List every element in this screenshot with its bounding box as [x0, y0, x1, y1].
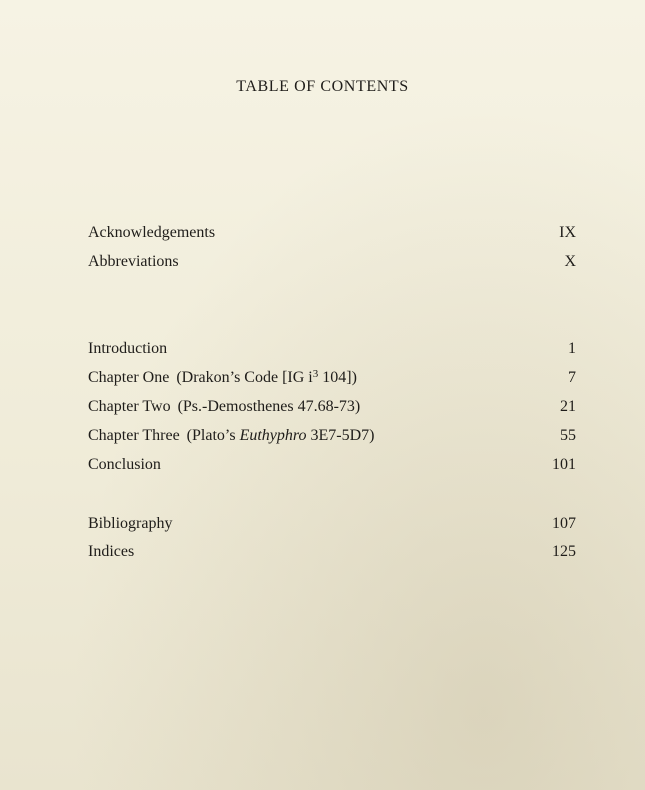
toc-entry-bibliography [88, 513, 576, 535]
toc-entry-page: 7 [568, 369, 576, 386]
toc-entry-label: Conclusion [88, 456, 161, 473]
toc-entry-indices [88, 541, 576, 563]
toc-entry-chapter-three [88, 425, 576, 447]
subtitle-text: (Drakon’s Code [IG i [176, 369, 313, 386]
subtitle-italic-title: Euthyphro [239, 427, 307, 444]
toc-entry-introduction [88, 338, 576, 360]
toc-entry-page: IX [559, 224, 576, 241]
toc-entry-label: Introduction [88, 340, 168, 357]
subtitle-text: 3E7-5D7) [306, 427, 375, 444]
subtitle-text: 104]) [318, 369, 357, 386]
toc-entry-page: 101 [552, 456, 576, 473]
toc-entry-subtitle [187, 427, 375, 444]
toc-entry-page: 107 [552, 515, 576, 532]
toc-entry-label: Bibliography [88, 515, 173, 532]
toc-entry-abbreviations [88, 251, 576, 273]
toc-entry-label-group [88, 425, 375, 447]
toc-entry-label: Acknowledgements [88, 224, 216, 241]
subtitle-superscript: 3 [312, 368, 319, 380]
toc-entry-chapter-two [88, 396, 576, 418]
toc-entry-label: Chapter One [88, 369, 170, 386]
toc-entry-chapter-one [88, 367, 576, 389]
toc-entry-page: 21 [560, 398, 576, 415]
toc-entry-page: 125 [552, 543, 576, 560]
toc-entry-label: Abbreviations [88, 253, 179, 270]
toc-entry-subtitle: (Ps.-Demosthenes 47.68-73) [177, 398, 361, 415]
toc-entry-page: X [564, 253, 576, 270]
toc-entry-subtitle [176, 369, 357, 386]
toc-entry-label: Indices [88, 543, 135, 560]
toc-entry-conclusion [88, 454, 576, 476]
toc-entry-label: Chapter Three [88, 427, 180, 444]
toc-entry-label-group [88, 396, 360, 418]
toc-entry-page: 1 [568, 340, 576, 357]
toc-entry-label: Chapter Two [88, 398, 171, 415]
toc-entry-label-group [88, 367, 357, 389]
subtitle-text: (Plato’s [186, 427, 240, 444]
toc-entry-page: 55 [560, 427, 576, 444]
page-title: TABLE OF CONTENTS [236, 78, 409, 95]
toc-entry-acknowledgements [88, 222, 576, 244]
